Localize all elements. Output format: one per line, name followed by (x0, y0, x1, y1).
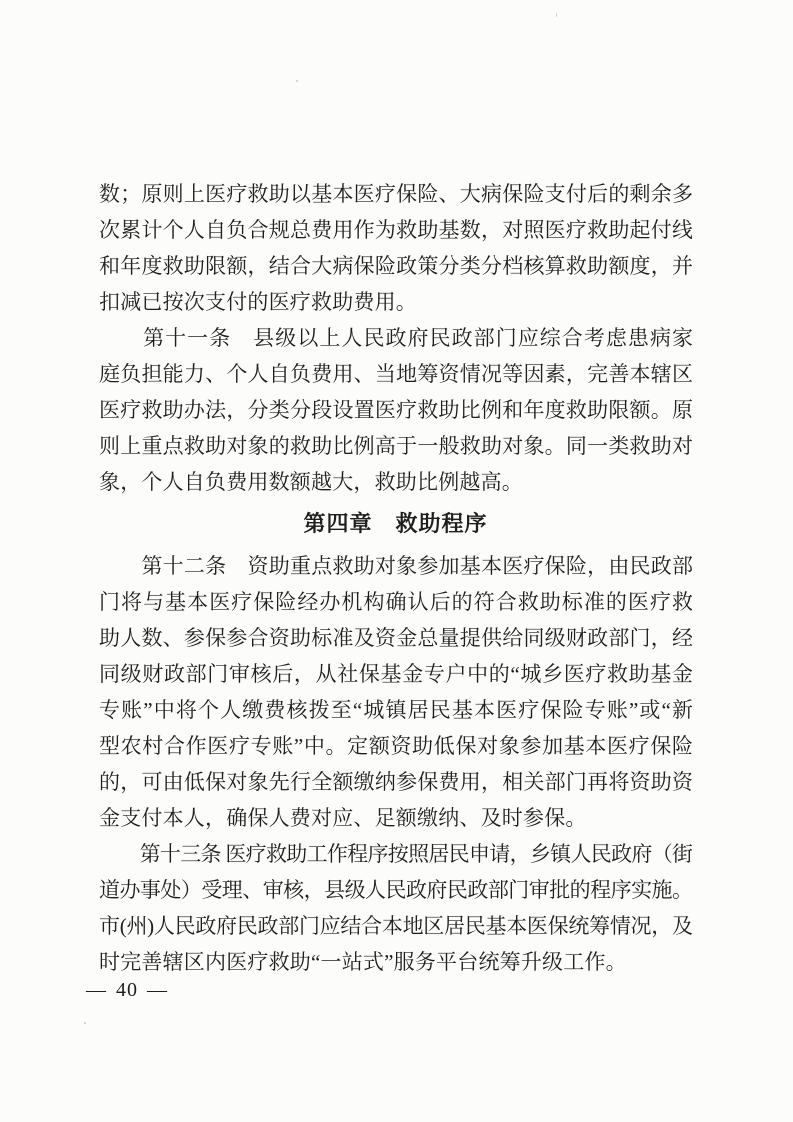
text-line: 第十二条 资助重点救助对象参加基本医疗保险，由民政部 (99, 554, 692, 578)
text-line: 的，可由低保对象先行全额缴纳参保费用，相关部门再将资助资 (99, 770, 692, 794)
text-line: 第十三条 医疗救助工作程序按照居民申请，乡镇人民政府（街 (99, 842, 692, 866)
text-line: 象，个人自负费用数额越大，救助比例越高。 (99, 470, 523, 494)
text-line: 时完善辖区内医疗救助“一站式”服务平台统筹升级工作。 (99, 950, 627, 974)
paragraph-continuation (99, 176, 692, 320)
chapter-heading-line: 第四章 救助程序 (303, 511, 488, 536)
page-number: — 40 — (86, 979, 168, 1001)
text-line: 次累计个人自负合规总费用作为救助基数，对照医疗救助起付线 (99, 218, 692, 242)
article-12 (99, 548, 692, 836)
text-line: 金支付本人，确保人费对应、足额缴纳、及时参保。 (99, 806, 587, 830)
text-line: 专账”中将个人缴费核拨至“城镇居民基本医疗保险专账”或“新 (99, 698, 692, 722)
text-line: 数；原则上医疗救助以基本医疗保险、大病保险支付后的剩余多 (99, 182, 692, 206)
text-line: 医疗救助办法，分类分段设置医疗救助比例和年度救助限额。原 (99, 398, 692, 422)
text-line: 型农村合作医疗专账”中。定额资助低保对象参加基本医疗保险 (99, 734, 692, 758)
text-line: 第十一条 县级以上人民政府民政部门应综合考虑患病家 (99, 326, 692, 350)
text-line: 道办事处）受理、审核，县级人民政府民政部门审批的程序实施。 (99, 878, 692, 902)
scan-speck (296, 80, 298, 82)
text-line: 和年度救助限额，结合大病保险政策分类分档核算救助额度，并 (99, 254, 692, 278)
article-11 (99, 320, 692, 500)
scan-speck (556, 13, 557, 17)
text-line: 同级财政部门审核后，从社保基金专户中的“城乡医疗救助基金 (99, 662, 692, 686)
scan-speck (84, 1022, 86, 1024)
chapter-4-heading (99, 506, 692, 542)
text-line: 扣减已按次支付的医疗救助费用。 (99, 290, 417, 314)
text-line: 市(州)人民政府民政部门应结合本地区居民基本医保统筹情况，及 (99, 914, 692, 938)
document-body (99, 176, 692, 980)
text-line: 庭负担能力、个人自负费用、当地筹资情况等因素，完善本辖区 (99, 362, 692, 386)
text-line: 助人数、参保参合资助标准及资金总量提供给同级财政部门，经 (99, 626, 692, 650)
article-13 (99, 836, 692, 980)
text-line: 则上重点救助对象的救助比例高于一般救助对象。同一类救助对 (99, 434, 692, 458)
text-line: 门将与基本医疗保险经办机构确认后的符合救助标准的医疗救 (99, 590, 692, 614)
